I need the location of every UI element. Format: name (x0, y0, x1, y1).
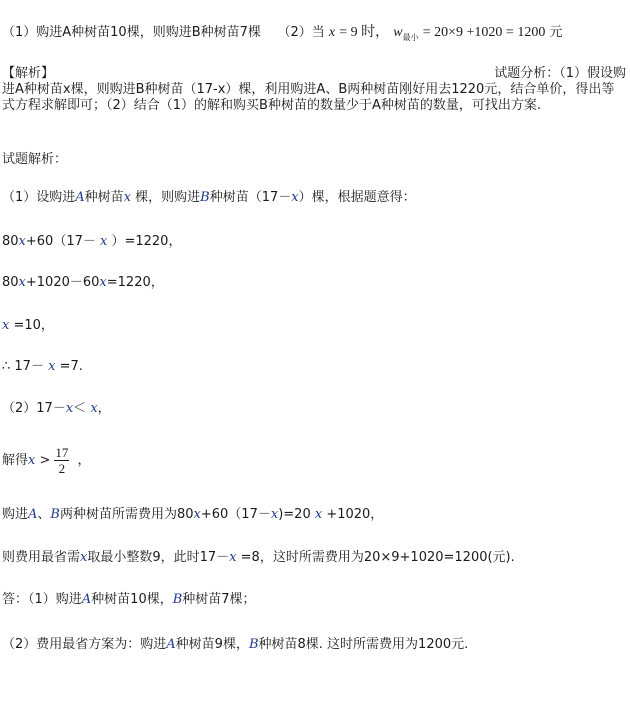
solution-line-4: x =10， (2, 318, 54, 333)
solution-line-1: （1）设购进A种树苗x 棵，则购进B种树苗（17－x）棵，根据题意得： (2, 190, 416, 205)
answer-unit: 元 (549, 25, 563, 40)
answer-w-var: w (393, 25, 403, 40)
solution-line-8: 购进A、B两种树苗所需费用为80x+60（17－x)=20 x +1020， (2, 507, 384, 522)
solution-line-9: 则费用最省需x取最小整数9，此时17－x =8，这时所需费用为20×9+1020=1200(元). (2, 550, 515, 565)
solution-line-6: （2）17－x＜ x， (2, 401, 111, 416)
solution-line-3: 80x+1020－60x=1220， (2, 275, 164, 290)
answer-part2-prefix: （2）当 (277, 25, 325, 40)
analysis-right-text: 试题分析：（1）假设购 (494, 66, 626, 81)
solution-heading: 试题解析： (2, 152, 68, 167)
solution-line-2: 80x+60（17－ x ）=1220， (2, 234, 182, 249)
analysis-label: 【解析】 (2, 66, 55, 81)
answer-part1: （1）购进A种树苗10棵，则购进B种树苗7棵 (2, 25, 261, 40)
analysis-block (2, 66, 626, 114)
solution-line-7: 解得x > $\frac{17}{2}$ ， (2, 445, 91, 476)
answer-w-expr: = 20×9 +1020 = 1200 (422, 25, 546, 40)
solution-line-5: ∴ 17－ x =7. (2, 359, 83, 374)
answer-w-sub: 最小 (402, 33, 419, 42)
fraction: $\frac{17}{2}$ (55, 445, 69, 476)
analysis-body: 进A种树苗x棵，则购进B种树苗（17-x）棵，利用购进A、B两种树苗刚好用去1220元，结合单价，得出等式方程求解即可；（2）结合（1）的解和购买B种树苗的数量少于A种树苗的数量，可找出方案. (2, 82, 615, 113)
answer-eq-9: = 9 时， (339, 25, 390, 40)
answer-line (2, 25, 563, 42)
answer-x-var: x (328, 25, 336, 40)
final-answer-2: （2）费用最省方案为：购进A种树苗9棵，B种树苗8棵. 这时所需费用为1200元. (2, 637, 469, 652)
final-answer-1: 答：（1）购进A种树苗10棵，B种树苗7棵； (2, 592, 256, 607)
